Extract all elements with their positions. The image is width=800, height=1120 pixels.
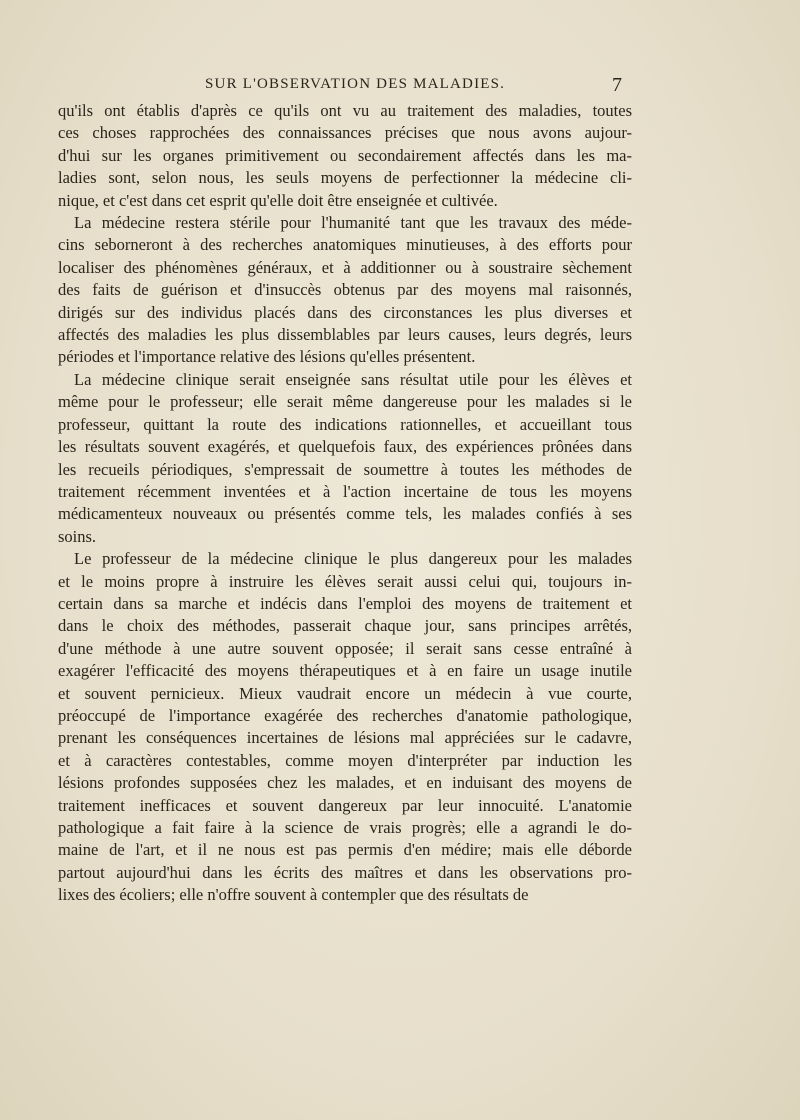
text-line: même pour le professeur; elle serait même dangereuse pour les malades si le bbox=[58, 392, 632, 412]
text-line: les résultats souvent exagérés, et quelquefois faux, des expériences prônées dans bbox=[58, 437, 632, 457]
text-line: traitement inefficaces et souvent dangereux par leur innocuité. L'anatomie bbox=[58, 795, 632, 815]
text-line: qu'ils ont établis d'après ce qu'ils ont vu au traitement des maladies, toutes bbox=[58, 101, 632, 120]
text-line: médicamenteux nouveaux ou présentés comme tels, les malades confiés à ses bbox=[58, 504, 632, 524]
text-line: cins seborneront à des recherches anatomiques minutieuses, à des efforts pour bbox=[58, 235, 632, 255]
text-line: maine de l'art, et il ne nous est pas permis d'en médire; mais elle déborde bbox=[58, 840, 632, 860]
text-line: exagérer l'efficacité des moyens thérapeutiques et à en faire un usage inutile bbox=[58, 661, 632, 681]
text-line: prenant les conséquences incertaines de lésions mal appréciées sur le cadavre, bbox=[58, 728, 632, 748]
text-line: certain dans sa marche et indécis dans l'emploi des moyens de traitement et bbox=[58, 593, 632, 613]
paragraph bbox=[58, 212, 632, 369]
paragraph bbox=[58, 548, 632, 907]
text-line: et à caractères contestables, comme moyen d'interpréter par induction les bbox=[58, 750, 632, 770]
text-line: localiser des phénomènes généraux, et à additionner ou à soustraire sèchement bbox=[58, 257, 632, 277]
text-line: dans le choix des méthodes, passerait chaque jour, sans principes arrêtés, bbox=[58, 616, 632, 636]
text-line: traitement récemment inventées et à l'action incertaine de tous les moyens bbox=[58, 481, 632, 501]
running-title: SUR L'OBSERVATION DES MALADIES. bbox=[205, 76, 506, 92]
paragraph bbox=[58, 369, 632, 548]
text-line: dirigés sur des individus placés dans des circonstances les plus diverses et bbox=[58, 302, 632, 322]
text-line: périodes et l'importance relative des lésions qu'elles présentent. bbox=[58, 347, 476, 367]
paragraph bbox=[58, 100, 632, 212]
running-head bbox=[0, 74, 800, 98]
text-line: affectés des maladies les plus dissemblables par leurs causes, leurs degrés, leurs bbox=[58, 325, 632, 345]
text-line: ces choses rapprochées des connaissances précises que nous avons aujour- bbox=[58, 123, 632, 143]
text-line: La médecine restera stérile pour l'humanité tant que les travaux des méde- bbox=[74, 213, 632, 233]
text-line: préoccupé de l'importance exagérée des recherches d'anatomie pathologique, bbox=[58, 705, 632, 725]
text-line: Le professeur de la médecine clinique le plus dangereux pour les malades bbox=[74, 549, 632, 569]
text-line: d'hui sur les organes primitivement ou secondairement affectés dans les ma- bbox=[58, 145, 632, 165]
text-line: professeur, quittant la route des indications rationnelles, et accueillant tous bbox=[58, 414, 632, 434]
text-line: et souvent pernicieux. Mieux vaudrait encore un médecin à vue courte, bbox=[58, 683, 632, 703]
text-line: ladies sont, selon nous, les seuls moyens de perfectionner la médecine cli- bbox=[58, 168, 632, 188]
text-line: et le moins propre à instruire les élèves serait aussi celui qui, toujours in- bbox=[58, 571, 632, 591]
text-line: soins. bbox=[58, 526, 97, 546]
body-text bbox=[58, 100, 632, 907]
text-line: pathologique a fait faire à la science de vrais progrès; elle a agrandi le do- bbox=[58, 818, 632, 837]
text-line: des faits de guérison et d'insuccès obtenus par des moyens mal raisonnés, bbox=[58, 280, 632, 300]
text-line: lixes des écoliers; elle n'offre souvent à contempler que des résultats de bbox=[58, 885, 529, 905]
text-line: d'une méthode à une autre souvent opposée; il serait sans cesse entraîné à bbox=[58, 638, 632, 658]
text-line: partout aujourd'hui dans les écrits des maîtres et dans les observations pro- bbox=[58, 862, 632, 882]
text-line: lésions profondes supposées chez les malades, et en induisant des moyens de bbox=[58, 773, 632, 793]
text-line: les recueils périodiques, s'empressait de soumettre à toutes les méthodes de bbox=[58, 459, 632, 479]
text-line: La médecine clinique serait enseignée sans résultat utile pour les élèves et bbox=[74, 369, 632, 389]
page-number: 7 bbox=[612, 74, 622, 96]
text-line: nique, et c'est dans cet esprit qu'elle doit être enseignée et cultivée. bbox=[58, 190, 498, 210]
